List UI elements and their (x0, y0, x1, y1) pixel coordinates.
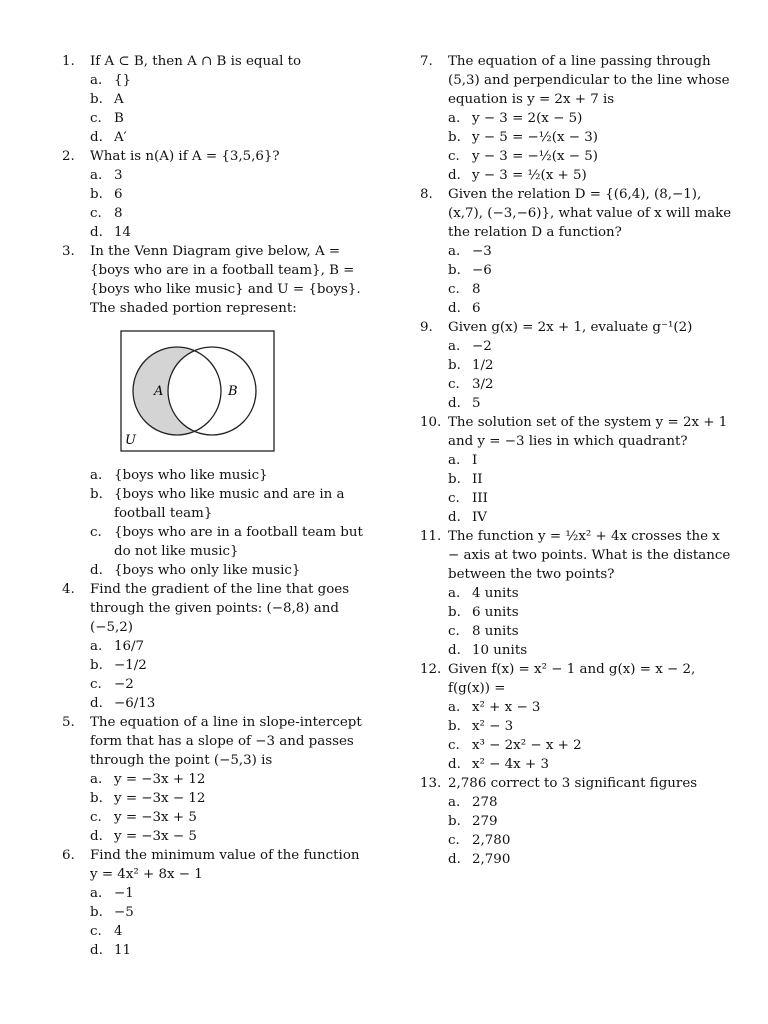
option-text: A′ (114, 130, 127, 145)
option-a[interactable] (90, 71, 367, 90)
option-text: {} (114, 73, 132, 88)
option-a[interactable] (448, 337, 735, 356)
option-text: {boys who only like music} (114, 563, 301, 578)
option-text: 10 units (472, 643, 528, 658)
option-a[interactable] (90, 770, 367, 789)
option-d[interactable] (448, 508, 735, 527)
option-letter: c. (90, 677, 102, 692)
option-b[interactable] (90, 903, 367, 922)
question-number: 9. (420, 320, 433, 335)
option-text: {boys who are in a football team but do not like music} (114, 525, 363, 559)
option-text: 4 (114, 924, 123, 939)
option-text: III (472, 491, 488, 506)
option-d[interactable] (90, 561, 367, 580)
question-number: 10. (420, 415, 442, 430)
option-letter: a. (90, 168, 103, 183)
option-c[interactable] (90, 675, 367, 694)
option-letter: a. (90, 639, 103, 654)
options-list (448, 698, 735, 774)
question-stem: The equation of a line passing through (5,3) and perpendicular to the line whose equation is y = 2x + 7 is (448, 54, 730, 107)
option-b[interactable] (448, 261, 735, 280)
universal-set-label: U (125, 433, 136, 448)
option-letter: b. (448, 605, 461, 620)
options-list (90, 637, 367, 713)
option-text: −5 (114, 905, 134, 920)
option-text: IV (472, 510, 487, 525)
question-9 (420, 318, 735, 413)
right-column (420, 52, 735, 869)
option-c[interactable] (448, 375, 735, 394)
option-letter: d. (448, 757, 461, 772)
option-b[interactable] (448, 128, 735, 147)
option-d[interactable] (90, 941, 367, 960)
option-text: A (114, 92, 124, 107)
question-stem: Find the minimum value of the function y = 4x² + 8x − 1 (90, 848, 360, 882)
option-letter: b. (90, 487, 103, 502)
option-text: −6/13 (114, 696, 156, 711)
question-number: 12. (420, 662, 442, 677)
options-list (90, 166, 367, 242)
question-6 (62, 846, 367, 960)
question-7 (420, 52, 735, 185)
option-letter: b. (448, 358, 461, 373)
option-a[interactable] (448, 109, 735, 128)
question-stem: If A ⊂ B, then A ∩ B is equal to (90, 54, 302, 69)
option-text: II (472, 472, 483, 487)
option-b[interactable] (90, 789, 367, 808)
option-b[interactable] (448, 717, 735, 736)
question-11 (420, 527, 735, 660)
options-list (90, 71, 367, 147)
question-number: 5. (62, 715, 75, 730)
question-number: 2. (62, 149, 75, 164)
question-10 (420, 413, 735, 527)
option-a[interactable] (448, 698, 735, 717)
question-12 (420, 660, 735, 774)
question-8 (420, 185, 735, 318)
option-letter: c. (448, 149, 460, 164)
option-letter: b. (90, 187, 103, 202)
options-list (448, 451, 735, 527)
options-list (448, 242, 735, 318)
option-c[interactable] (448, 736, 735, 755)
option-d[interactable] (90, 128, 367, 147)
option-letter: c. (448, 282, 460, 297)
option-letter: d. (448, 168, 461, 183)
option-letter: b. (448, 472, 461, 487)
option-text: −3 (472, 244, 492, 259)
question-number: 1. (62, 54, 75, 69)
question-1 (62, 52, 367, 147)
option-text: I (472, 453, 478, 468)
option-text: y = −3x − 12 (114, 791, 206, 806)
option-d[interactable] (448, 850, 735, 869)
options-list (448, 337, 735, 413)
option-a[interactable] (90, 884, 367, 903)
set-a-label: A (154, 384, 164, 399)
option-letter: b. (448, 263, 461, 278)
question-number: 8. (420, 187, 433, 202)
option-letter: d. (90, 225, 103, 240)
option-b[interactable] (448, 603, 735, 622)
option-text: 3 (114, 168, 123, 183)
option-text: {boys who like music} (114, 468, 268, 483)
option-text: 6 units (472, 605, 519, 620)
option-text: x² − 3 (472, 719, 514, 734)
option-letter: d. (448, 301, 461, 316)
option-c[interactable] (90, 922, 367, 941)
option-text: 6 (472, 301, 481, 316)
question-number: 3. (62, 244, 75, 259)
question-stem: What is n(A) if A = {3,5,6}? (90, 149, 280, 164)
question-number: 7. (420, 54, 433, 69)
option-text: y = −3x + 5 (114, 810, 197, 825)
option-letter: b. (90, 791, 103, 806)
question-3 (62, 242, 367, 580)
option-letter: b. (90, 658, 103, 673)
question-stem: 2,786 correct to 3 significant figures (448, 776, 698, 791)
option-text: −2 (472, 339, 492, 354)
option-text: 1/2 (472, 358, 494, 373)
option-c[interactable] (90, 109, 367, 128)
option-text: y = −3x + 12 (114, 772, 206, 787)
set-b-label: B (228, 384, 238, 399)
option-letter: a. (448, 700, 461, 715)
option-d[interactable] (448, 166, 735, 185)
option-text: x² + x − 3 (472, 700, 541, 715)
venn-diagram (120, 330, 367, 458)
option-text: 8 (472, 282, 481, 297)
options-list (90, 884, 367, 960)
option-letter: c. (90, 810, 102, 825)
option-letter: c. (448, 377, 460, 392)
option-b[interactable] (448, 356, 735, 375)
option-text: x³ − 2x² − x + 2 (472, 738, 582, 753)
option-letter: d. (90, 829, 103, 844)
option-text: −6 (472, 263, 492, 278)
question-stem: Given f(x) = x² − 1 and g(x) = x − 2, f(g(x)) = (448, 662, 696, 696)
option-a[interactable] (448, 242, 735, 261)
question-stem: The equation of a line in slope-intercept form that has a slope of −3 and passes through the point (−5,3) is (90, 715, 362, 768)
option-d[interactable] (448, 755, 735, 774)
option-text: 14 (114, 225, 132, 240)
option-b[interactable] (90, 90, 367, 109)
option-letter: d. (90, 563, 103, 578)
option-letter: a. (448, 111, 461, 126)
option-letter: c. (448, 738, 460, 753)
option-letter: a. (448, 453, 461, 468)
question-stem: Given g(x) = 2x + 1, evaluate g⁻¹(2) (448, 320, 693, 335)
options-list (448, 793, 735, 869)
option-letter: a. (448, 339, 461, 354)
options-list (90, 466, 367, 580)
option-text: 16/7 (114, 639, 145, 654)
question-stem: In the Venn Diagram give below, A = {boys who are in a football team}, B = {boys who like music} and U = {boys}. The shaded portion represent: (90, 244, 361, 316)
option-text: 279 (472, 814, 498, 829)
option-text: B (114, 111, 124, 126)
option-letter: c. (448, 491, 460, 506)
venn-diagram-svg (120, 330, 275, 452)
option-text: x² − 4x + 3 (472, 757, 549, 772)
option-letter: b. (90, 905, 103, 920)
options-list (448, 109, 735, 185)
option-c[interactable] (448, 280, 735, 299)
option-letter: a. (90, 772, 103, 787)
option-text: 11 (114, 943, 132, 958)
option-text: 278 (472, 795, 498, 810)
option-d[interactable] (448, 299, 735, 318)
option-text: 5 (472, 396, 481, 411)
option-d[interactable] (448, 394, 735, 413)
option-a[interactable] (448, 451, 735, 470)
option-letter: c. (448, 624, 460, 639)
option-letter: d. (90, 696, 103, 711)
option-d[interactable] (448, 641, 735, 660)
option-a[interactable] (90, 166, 367, 185)
option-letter: c. (90, 924, 102, 939)
options-list (90, 770, 367, 846)
option-text: y − 3 = ½(x + 5) (472, 168, 587, 183)
option-letter: c. (448, 833, 460, 848)
option-letter: d. (448, 396, 461, 411)
option-letter: c. (90, 206, 102, 221)
question-number: 11. (420, 529, 442, 544)
question-5 (62, 713, 367, 846)
option-text: 6 (114, 187, 123, 202)
left-column (62, 52, 367, 960)
option-c[interactable] (448, 622, 735, 641)
option-letter: c. (90, 111, 102, 126)
option-d[interactable] (90, 827, 367, 846)
option-c[interactable] (90, 523, 367, 561)
option-c[interactable] (448, 147, 735, 166)
question-4 (62, 580, 367, 713)
option-text: 8 (114, 206, 123, 221)
question-stem: Find the gradient of the line that goes through the given points: (−8,8) and (−5,2) (90, 582, 350, 635)
option-letter: d. (90, 943, 103, 958)
option-b[interactable] (448, 812, 735, 831)
option-text: y − 5 = −½(x − 3) (472, 130, 599, 145)
option-text: −2 (114, 677, 134, 692)
option-c[interactable] (448, 489, 735, 508)
question-number: 4. (62, 582, 75, 597)
option-a[interactable] (448, 793, 735, 812)
option-d[interactable] (90, 694, 367, 713)
option-d[interactable] (90, 223, 367, 242)
question-13 (420, 774, 735, 869)
question-stem: The solution set of the system y = 2x + 1 and y = −3 lies in which quadrant? (448, 415, 728, 449)
option-b[interactable] (448, 470, 735, 489)
option-letter: a. (90, 886, 103, 901)
option-text: {boys who like music and are in a football team} (114, 487, 345, 521)
option-a[interactable] (448, 584, 735, 603)
option-text: 2,790 (472, 852, 511, 867)
option-c[interactable] (90, 808, 367, 827)
option-letter: d. (90, 130, 103, 145)
option-a[interactable] (90, 637, 367, 656)
option-letter: c. (90, 525, 102, 540)
option-text: y − 3 = −½(x − 5) (472, 149, 599, 164)
option-text: 3/2 (472, 377, 494, 392)
option-letter: b. (448, 719, 461, 734)
option-b[interactable] (90, 656, 367, 675)
option-letter: a. (90, 468, 103, 483)
option-text: y − 3 = 2(x − 5) (472, 111, 583, 126)
option-letter: d. (448, 852, 461, 867)
option-a[interactable] (90, 466, 367, 485)
question-2 (62, 147, 367, 242)
option-text: 4 units (472, 586, 519, 601)
option-letter: b. (448, 814, 461, 829)
question-stem: The function y = ½x² + 4x crosses the x − axis at two points. What is the distance between the two points? (448, 529, 731, 582)
option-letter: d. (448, 643, 461, 658)
option-text: 2,780 (472, 833, 511, 848)
option-letter: b. (90, 92, 103, 107)
option-c[interactable] (90, 204, 367, 223)
question-number: 13. (420, 776, 442, 791)
question-number: 6. (62, 848, 75, 863)
option-letter: a. (90, 73, 103, 88)
option-letter: a. (448, 795, 461, 810)
option-b[interactable] (90, 485, 367, 523)
option-text: −1/2 (114, 658, 147, 673)
option-letter: d. (448, 510, 461, 525)
question-stem: Given the relation D = {(6,4), (8,−1), (x,7), (−3,−6)}, what value of x will make the relation D a function? (448, 187, 732, 240)
option-text: 8 units (472, 624, 519, 639)
option-letter: a. (448, 586, 461, 601)
option-text: y = −3x − 5 (114, 829, 197, 844)
option-b[interactable] (90, 185, 367, 204)
option-letter: b. (448, 130, 461, 145)
option-c[interactable] (448, 831, 735, 850)
option-text: −1 (114, 886, 134, 901)
options-list (448, 584, 735, 660)
option-letter: a. (448, 244, 461, 259)
